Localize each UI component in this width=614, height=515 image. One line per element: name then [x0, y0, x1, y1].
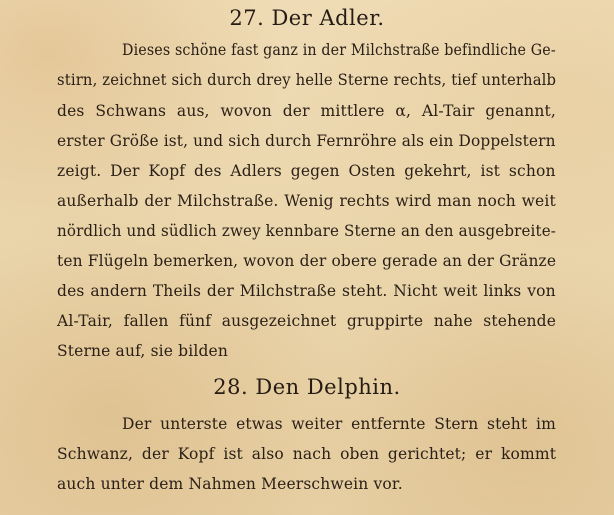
- text-line: Al-Tair, fallen fünf ausgezeichnet gruppirte nahe stehende: [57, 312, 557, 330]
- text-line: erster Größe ist, und sich durch Fernröhre als ein Doppelstern: [57, 132, 556, 150]
- text-line: Sterne auf, sie bilden: [57, 342, 228, 360]
- text-line: ten Flügeln bemerken, wovon der obere gerade an der Gränze: [57, 252, 557, 270]
- text-line: außerhalb der Milchstraße. Wenig rechts wird man noch weit: [57, 192, 556, 210]
- text-line: Der unterste etwas weiter entfernte Stern steht im: [122, 415, 556, 433]
- text-line: auch unter dem Nahmen Meerschwein vor.: [57, 475, 403, 493]
- text-line: Dieses schöne fast ganz in der Milchstraße befindliche Ge-: [122, 41, 556, 59]
- text-line: Schwanz, der Kopf ist also nach oben gerichtet; er kommt: [57, 445, 557, 463]
- section-heading-delphin: 28. Den Delphin.: [213, 375, 401, 399]
- text-line: nördlich und südlich zwey kennbare Sterne an den ausgebreite-: [57, 222, 557, 240]
- text-line: des Schwans aus, wovon der mittlere α, Al-Tair genannt,: [57, 102, 556, 120]
- section-heading-adler: 27. Der Adler.: [229, 6, 385, 30]
- text-line: zeigt. Der Kopf des Adlers gegen Osten gekehrt, ist schon: [57, 162, 556, 180]
- text-line: des andern Theils der Milchstraße steht. Nicht weit links von: [57, 282, 556, 300]
- text-line: stirn, zeichnet sich durch drey helle Sterne rechts, tief unterhalb: [57, 71, 557, 89]
